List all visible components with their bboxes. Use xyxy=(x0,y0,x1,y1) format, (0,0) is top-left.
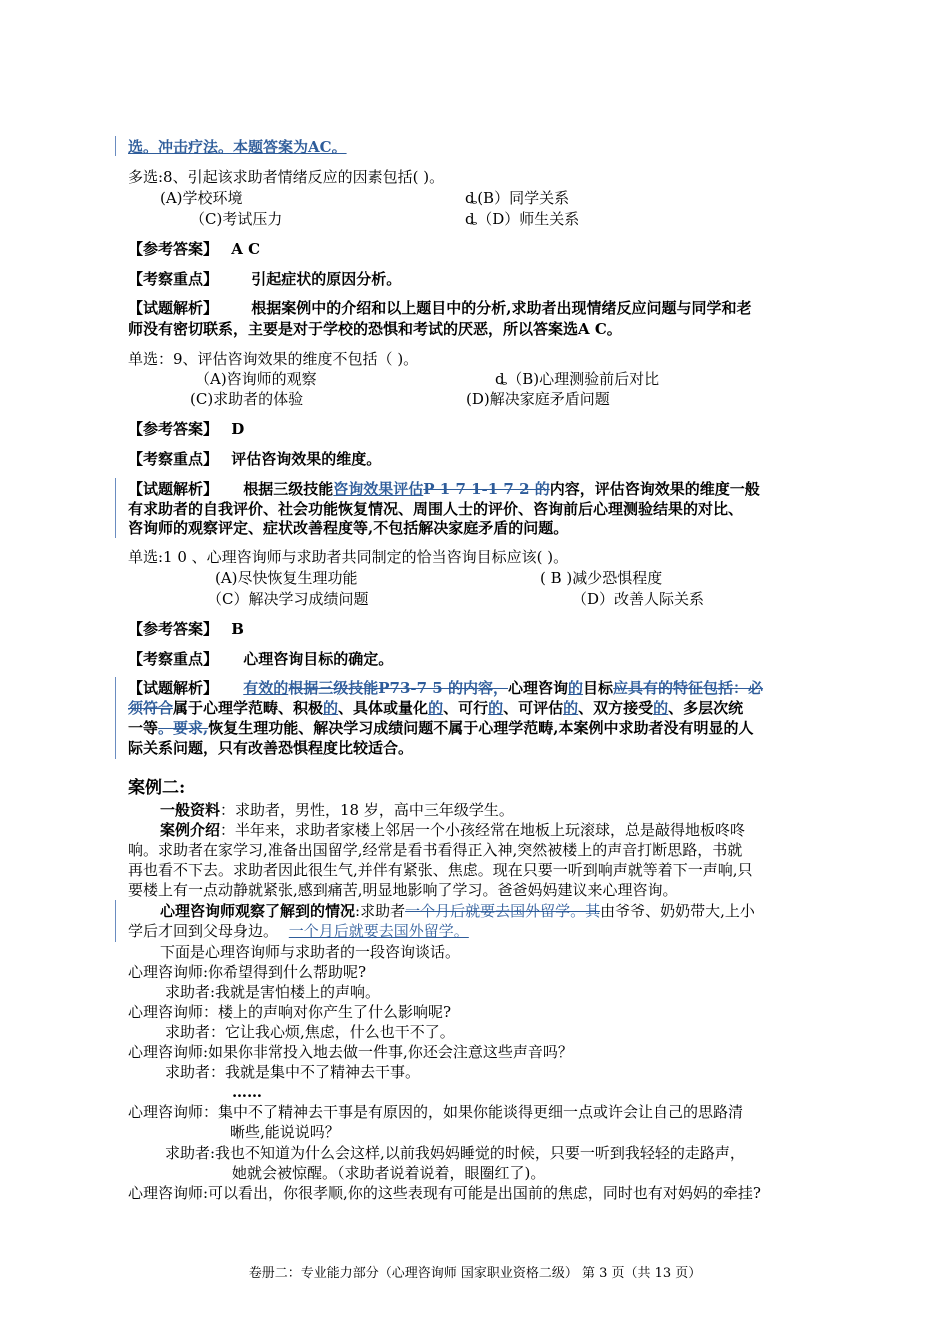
explanation-label: 【试题解析】 xyxy=(128,480,219,498)
q8-option-c: （C)考试压力 xyxy=(190,210,283,228)
deleted-text: 根据三级技能P73-7 5 的内容， xyxy=(288,679,508,697)
dialogue-line: 求助者：它让我心烦,焦虑，什么也干不了。 xyxy=(165,1023,455,1041)
case-intro-text: ：半年来，求助者家楼上邻居一个小孩经常在地板上玩滚球，总是敲得地板咚咚 xyxy=(220,821,746,839)
explanation-text: 一等 xyxy=(128,719,159,737)
inserted-text: 有效的 xyxy=(243,679,289,697)
observation-text: 由爷爷、奶奶带大,上小 xyxy=(600,902,755,920)
explanation-text: 恢复生理功能、解决学习成绩问题不属于心理学范畴,本案例中求助者没有明显的人 xyxy=(208,719,754,737)
dialogue-intro: 下面是心理咨询师与求助者的一段咨询谈话。 xyxy=(160,943,461,961)
explanation-label: 【试题解析】 xyxy=(128,679,219,697)
q9-explanation-line1 xyxy=(128,479,760,499)
explanation-text: 、可评估 xyxy=(503,699,564,717)
q9-explanation-line2: 有求助者的自我评价、社会功能恢复情况、周围人士的评价、咨询前后心理测验结果的对比、 xyxy=(128,500,744,518)
explanation-text: 心理咨询 xyxy=(507,679,568,697)
inserted-text: 咨询效果评估 xyxy=(333,480,424,498)
deleted-text: P 1 7 1-1 7 2 的 xyxy=(423,480,550,498)
explanation-text: 属于心理学范畴、积极 xyxy=(173,699,324,717)
prev-answer-tail xyxy=(128,137,347,157)
deleted-text: 应具有的特征包括：必 xyxy=(613,679,764,697)
q8-option-a: (A)学校环境 xyxy=(160,189,243,207)
general-info-label: 一般资料 xyxy=(160,801,221,819)
explanation-text: 、双方接受 xyxy=(578,699,654,717)
key-value: 评估咨询效果的维度。 xyxy=(231,450,382,468)
revision-bar xyxy=(115,900,116,942)
q10-answer xyxy=(128,619,244,639)
dialogue-line: 晰些,能说说吗？ xyxy=(230,1123,340,1141)
q8-option-b: ȡ(B）同学关系 xyxy=(465,189,570,207)
q9-option-b: ȡ（B)心理测验前后对比 xyxy=(495,370,660,388)
answer-value: A C xyxy=(231,240,261,258)
key-label: 【考察重点】 xyxy=(128,650,219,668)
dialogue-line: 心理咨询师：集中不了精神去干事是有原因的，如果你能谈得更细一点或许会让自己的思路清 xyxy=(128,1103,744,1121)
q10-option-b: ( B )减少恐惧程度 xyxy=(540,569,663,587)
answer-label: 【参考答案】 xyxy=(128,420,219,438)
q9-option-c: (C)求助者的体验 xyxy=(190,390,304,408)
q8-answer xyxy=(128,239,260,259)
q10-option-a: (A)尽快恢复生理功能 xyxy=(215,569,358,587)
q10-explanation-line1 xyxy=(128,678,763,698)
case-intro-line4: 要楼上有一点动静就紧张,感到痛苦,明显地影响了学习。爸爸妈妈建议来心理咨询。 xyxy=(128,881,678,899)
case-intro-label: 案例介绍 xyxy=(160,821,221,839)
explanation-text: 目标 xyxy=(583,679,614,697)
inserted-text: 的 xyxy=(428,699,444,717)
key-value: 心理咨询目标的确定。 xyxy=(243,650,394,668)
answer-label: 【参考答案】 xyxy=(128,620,219,638)
deleted-text: 须符合 xyxy=(128,699,174,717)
explanation-text: 、具体或量化 xyxy=(338,699,429,717)
explanation-text: 根据三级技能 xyxy=(243,480,334,498)
explanation-text: 、可行 xyxy=(443,699,489,717)
q9-stem: 单选：9、评估咨询效果的维度不包括（ )。 xyxy=(128,350,419,368)
explanation-text: 、多层次统 xyxy=(668,699,744,717)
observation-text: 学后才回到父母身边。 xyxy=(128,922,279,940)
revision-bar xyxy=(115,478,116,538)
q10-option-c: （C）解决学习成绩问题 xyxy=(207,590,369,608)
explanation-label: 【试题解析】 xyxy=(128,299,219,317)
dialogue-line: 她就会被惊醒。（求助者说着说着，眼圈红了)。 xyxy=(232,1164,546,1182)
observation-label: 心理咨询师观察了解到的情况 xyxy=(160,902,356,920)
inserted-text: 的 xyxy=(563,699,579,717)
q8-explanation-line2: 师没有密切联系，主要是对于学校的恐惧和考试的厌恶，所以答案选A C。 xyxy=(128,320,622,338)
observation-text: :求助者 xyxy=(355,902,406,920)
case-intro-line2: 响。求助者在家学习,准备出国留学,经常是看书看得正入神,突然被楼上的声音打断思路，书就 xyxy=(128,841,743,859)
dialogue-line: 心理咨询师:你希望得到什么帮助呢? xyxy=(128,963,367,981)
answer-label: 【参考答案】 xyxy=(128,240,219,258)
deleted-text: 。要求, xyxy=(158,719,209,737)
dialogue-line: 求助者:我也不知道为什么会这样,以前我妈妈睡觉的时候，只要一听到我轻轻的走路声， xyxy=(165,1144,745,1162)
q9-answer xyxy=(128,419,244,439)
inserted-text: 的 xyxy=(488,699,504,717)
general-info xyxy=(160,800,514,820)
q8-stem: 多选:8、引起该求助者情绪反应的因素包括( )。 xyxy=(128,168,445,186)
q8-explanation-line1 xyxy=(128,298,751,318)
answer-value: B xyxy=(231,620,244,638)
inserted-text: 一个月后就要去国外留学。 xyxy=(288,922,469,940)
inserted-text: 的 xyxy=(567,679,583,697)
revision-bar xyxy=(115,677,116,759)
q10-explanation-line2 xyxy=(128,698,743,718)
case-intro-line3: 再也看不下去。求助者因此很生气,并伴有紧张、焦虑。现在只要一听到响声就等着下一声响,只 xyxy=(128,861,753,879)
dialogue-line: 心理咨询师：楼上的声响对你产生了什么影响呢? xyxy=(128,1003,452,1021)
dialogue-line: 求助者：我就是集中不了精神去干事。 xyxy=(165,1063,421,1081)
q9-key-point xyxy=(128,449,381,469)
key-value: 引起症状的原因分析。 xyxy=(251,270,402,288)
observation-line2 xyxy=(128,921,469,941)
q10-stem: 单选:1 0 、心理咨询师与求助者共同制定的恰当咨询目标应该( )。 xyxy=(128,548,569,566)
q10-key-point xyxy=(128,649,393,669)
case-title: 案例二: xyxy=(128,778,186,798)
dialogue-line: 求助者:我就是害怕楼上的声响。 xyxy=(165,983,381,1001)
q10-explanation-line4: 际关系问题，只有改善恐惧程度比较适合。 xyxy=(128,739,414,757)
case-intro-line1 xyxy=(160,820,745,840)
revision-text: 选。冲击疗法。本题答案为AC。 xyxy=(128,138,347,156)
q9-option-d: (D)解决家庭矛盾问题 xyxy=(466,390,610,408)
deleted-text: 一个月后就要去国外留学。其 xyxy=(405,902,601,920)
explanation-text: 根据案例中的介绍和以上题目中的分析,求助者出现情绪反应问题与同学和老 xyxy=(251,299,752,317)
q8-key-point xyxy=(128,269,401,289)
key-label: 【考察重点】 xyxy=(128,450,219,468)
inserted-text: 的 xyxy=(323,699,339,717)
observation-line1 xyxy=(160,901,755,921)
page-footer: 卷册二：专业能力部分（心理咨询师 国家职业资格二级） 第 3 页（共 13 页） xyxy=(248,1266,702,1281)
dialogue-line: 心理咨询师:可以看出，你很孝顺,你的这些表现有可能是出国前的焦虑，同时也有对妈妈的牵挂? xyxy=(128,1184,761,1202)
revision-bar xyxy=(115,136,116,156)
q8-option-d: ȡ（D）师生关系 xyxy=(465,210,580,228)
answer-value: D xyxy=(231,420,245,438)
q9-option-a: （A)咨询师的观察 xyxy=(195,370,317,388)
q9-explanation-line3: 咨询师的观察评定、症状改善程度等,不包括解决家庭矛盾的问题。 xyxy=(128,519,569,537)
dialogue-line: 心理咨询师:如果你非常投入地去做一件事,你还会注意这些声音吗？ xyxy=(128,1043,573,1061)
q10-explanation-line3 xyxy=(128,718,753,738)
q10-option-d: （D）改善人际关系 xyxy=(572,590,705,608)
explanation-text: 内容，评估咨询效果的维度一般 xyxy=(549,480,760,498)
key-label: 【考察重点】 xyxy=(128,270,219,288)
inserted-text: 的 xyxy=(653,699,669,717)
ellipsis: …… xyxy=(232,1083,262,1101)
general-info-text: ：求助者，男性，18 岁，高中三年级学生。 xyxy=(220,801,514,819)
